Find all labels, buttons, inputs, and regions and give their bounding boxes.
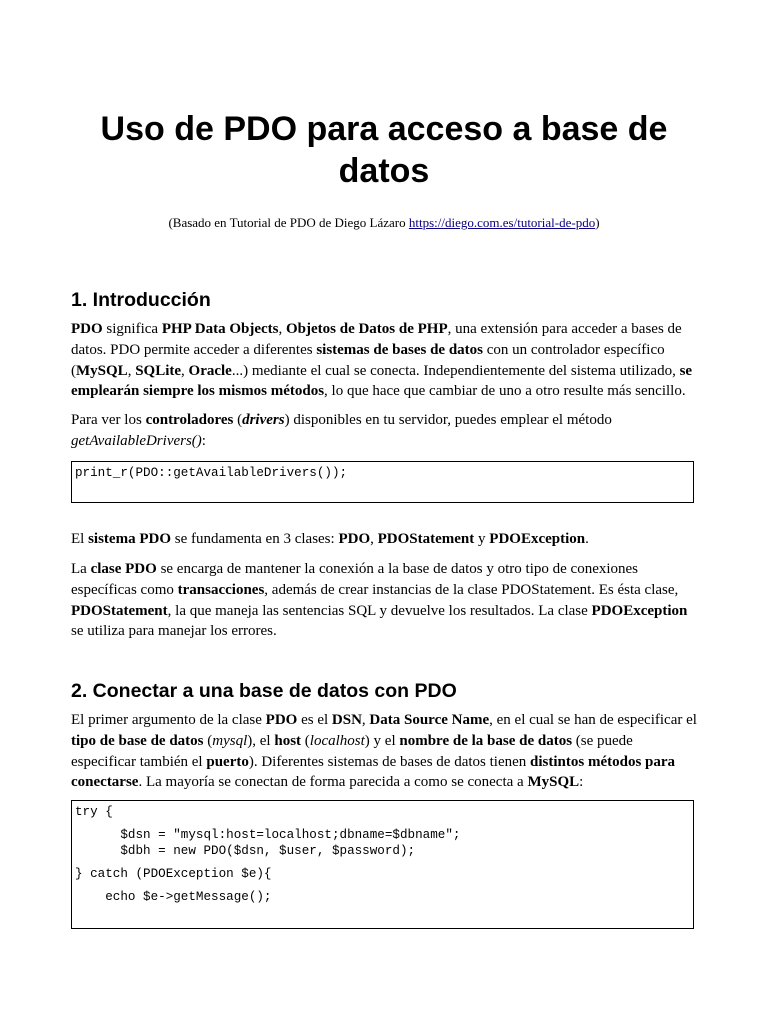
subtitle-prefix: (Basado en Tutorial de PDO de Diego Lázaro [168, 215, 409, 230]
bold-term: PDOException [591, 602, 688, 619]
source-link[interactable]: https://diego.com.es/tutorial-de-pdo [408, 215, 596, 230]
italic-term: localhost [309, 732, 365, 749]
section-heading-conectar: 2. Conectar a una base de datos con PDO [71, 680, 457, 702]
bold-term: nombre de la base de datos [399, 732, 573, 749]
subtitle-suffix: ) [595, 215, 600, 230]
bold-term: PHP Data Objects [161, 321, 279, 337]
code-block-get-drivers [71, 461, 694, 503]
bold-term: Oracle [188, 362, 232, 379]
bold-term: transacciones [177, 581, 265, 598]
bold-term: PDOStatement [377, 531, 475, 547]
paragraph-pdo-definition: PDO significa PHP Data Objects, Objetos de Datos de PHP, una extensión para acceder a bases de datos. PDO permite acceder a diferentes sistemas de bases de datos con un controlador específico (MySQL, SQLite, Oracle...) mediante el cual se conecta. Independientemente del sistema utilizado, se emplearán siempre los mismos métodos, lo que hace que cambiar de uno a otro resulte más sencillo. [71, 321, 693, 400]
bold-term: PDO [265, 712, 298, 728]
code-line [75, 882, 687, 889]
paragraph-pdo-classes: El sistema PDO se fundamenta en 3 clases: PDO, PDOStatement y PDOException. [71, 531, 589, 547]
bold-term: clase PDO [90, 561, 157, 577]
code-line: echo $e->getMessage(); [75, 890, 272, 904]
bold-term: MySQL [76, 362, 128, 379]
bold-term: PDO [71, 321, 103, 337]
bold-term: sistemas de bases de datos [316, 341, 483, 358]
bold-term: PDO [338, 531, 371, 547]
bold-term: Data Source Name [369, 712, 490, 728]
bold-term: host [274, 732, 302, 749]
code-line: try { [75, 805, 113, 819]
section-heading-introduccion: 1. Introducción [71, 289, 211, 311]
bold-term: Objetos de Datos de PHP [285, 321, 448, 337]
bold-term: SQLite [135, 362, 182, 379]
code-line [75, 820, 687, 827]
code-block-connect [71, 800, 694, 929]
subtitle [60, 214, 708, 232]
code-line: $dsn = "mysql:host=localhost;dbname=$dbname"; [75, 828, 461, 842]
bold-term: DSN [331, 712, 362, 728]
paragraph-class-roles: La clase PDO se encarga de mantener la conexión a la base de datos y otro tipo de conexiones específicas como transacciones, además de crear instancias de la clase PDOStatement. Es ésta clase, PDOStatement, la que maneja las sentencias SQL y devuelve los resultados. La clase PDOException se utiliza para manejar los errores. [71, 561, 688, 640]
bold-term: PDOStatement [71, 602, 168, 619]
code-line: print_r(PDO::getAvailableDrivers()); [75, 466, 348, 480]
bold-term: MySQL [527, 774, 580, 791]
bold-term: sistema PDO [88, 531, 171, 547]
bold-term: se emplearán siempre los mismos métodos [71, 362, 693, 400]
bold-term: PDOException [489, 531, 586, 547]
bold-term: puerto [206, 753, 249, 770]
paragraph-dsn: El primer argumento de la clase PDO es el DSN, Data Source Name, en el cual se han de especificar el tipo de base de datos (mysql), el host (localhost) y el nombre de la base de datos (se puede especificar también el puerto). Diferentes sistemas de bases de datos tienen distintos métodos para conectarse. La mayoría se conectan de forma parecida a como se conecta a MySQL: [71, 712, 697, 791]
bold-term: tipo de base de datos [71, 732, 204, 749]
bold-term: distintos métodos para conectarse [71, 753, 676, 791]
bold-italic-term: drivers [242, 412, 285, 428]
italic-term: getAvailableDrivers() [71, 432, 202, 449]
page-title: Uso de PDO para acceso a base de datos [100, 110, 668, 190]
bold-term: controladores [145, 412, 234, 428]
paragraph-drivers: Para ver los controladores (drivers) disponibles en tu servidor, puedes emplear el método getAvailableDrivers(): [71, 412, 612, 449]
italic-term: mysql [212, 732, 248, 749]
code-line: } catch (PDOException $e){ [75, 867, 272, 881]
code-line: $dbh = new PDO($dsn, $user, $password); [75, 844, 416, 858]
code-line [75, 859, 687, 866]
